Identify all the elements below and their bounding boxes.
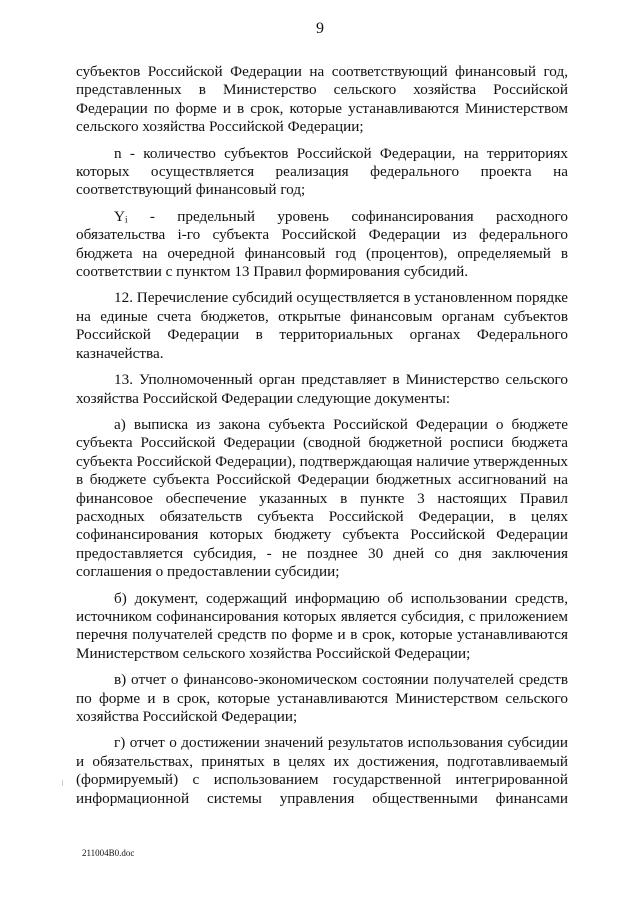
paragraph: Yᵢ - предельный уровень софинансирования расходного обязательства i-го субъекта Российской Федерации из федерального бюджета на очередной финансовый год (процентов), определяемый в соответствии с пунктом 13 Правил формирования субсидий. (76, 207, 568, 281)
footer-filename: 211004B0.doc (82, 848, 135, 858)
paragraph: а) выписка из закона субъекта Российской Федерации о бюджете субъекта Российской Федерации (сводной бюджетной росписи бюджета субъекта Российской Федерации), подтверждающая наличие утвержденных в бюджете субъекта Российской Федерации бюджетных ассигнований на финансовое обеспечение указанных в пункте 3 настоящих Правил расходных обязательств субъекта Российской Федерации, в целях софинансирования которых бюджету субъекта Российской Федерации предоставляется субсидия, - не позднее 30 дней со дня заключения соглашения о предоставлении субсидии; (76, 415, 568, 581)
page-number: 9 (316, 20, 324, 37)
paragraph: в) отчет о финансово-экономическом состоянии получателей средств по форме и в срок, которые устанавливаются Министерством сельского хозяйства Российской Федерации; (76, 671, 568, 725)
paragraph: г) отчет о достижении значений результатов использования субсидии и обязательствах, принятых в целях их достижения, подготавливаемый (формируемый) с использованием государственной интегрированной информационной системы управления общественными финансами (76, 734, 568, 807)
paragraph: 12. Перечисление субсидий осуществляется в установленном порядке на единые счета бюджетов, открытые финансовым органам субъектов Российской Федерации в территориальных органах Федерального казначейства. (76, 289, 568, 362)
document-body (76, 63, 568, 816)
paragraph: n - количество субъектов Российской Федерации, на территориях которых осуществляется реализация федерального проекта на соответствующий финансовый год; (76, 144, 568, 199)
paragraph: 13. Уполномоченный орган представляет в Министерство сельского хозяйства Российской Федерации следующие документы: (76, 371, 568, 407)
paragraph: б) документ, содержащий информацию об использовании средств, источником софинансирования которых является субсидия, с приложением перечня получателей средств по форме и в срок, которые устанавливаются Министерством сельского хозяйства Российской Федерации; (76, 589, 568, 662)
margin-mark (62, 780, 63, 786)
paragraph: субъектов Российской Федерации на соответствующий финансовый год, представленных в Министерство сельского хозяйства Российской Федерации по форме и в срок, которые устанавливаются Министерством сельского хозяйства Российской Федерации; (76, 63, 568, 136)
